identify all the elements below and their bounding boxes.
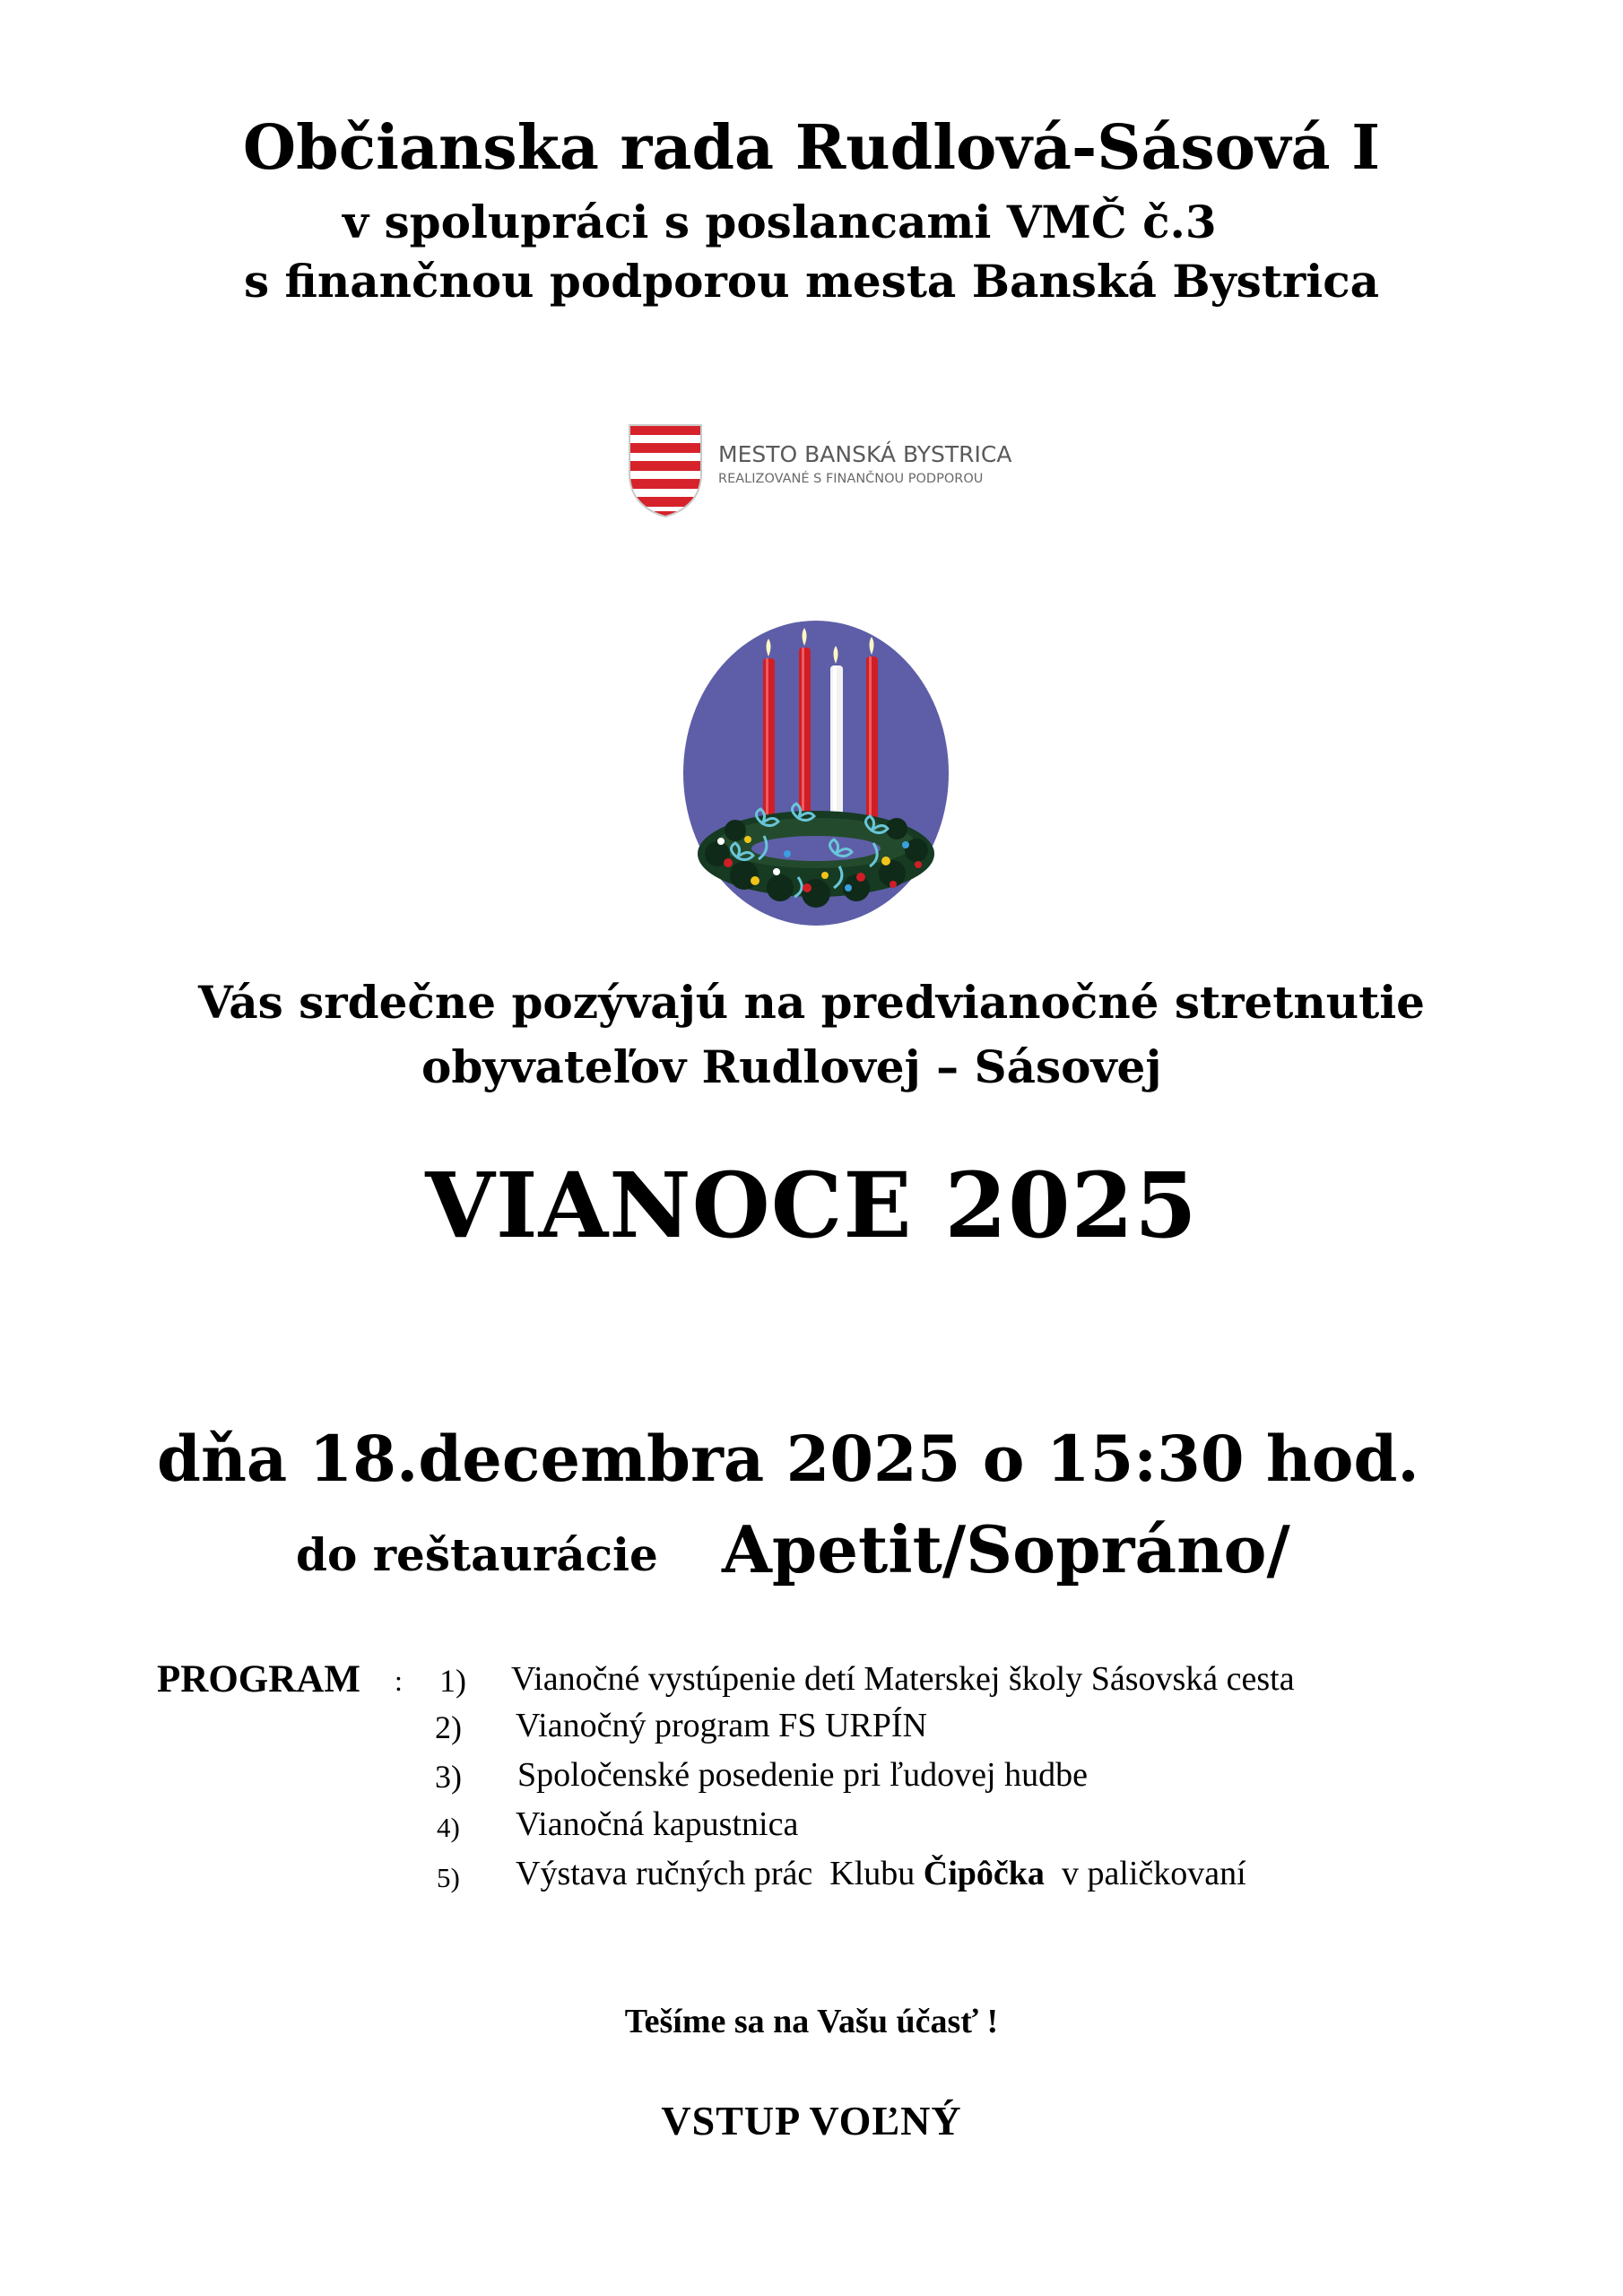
city-logo <box>625 422 1012 520</box>
cooperation-line: v spolupráci s poslancami VMČ č.3 <box>343 196 1217 248</box>
advent-wreath-image <box>681 619 950 933</box>
closing-message: Tešíme sa na Vašu účasť ! <box>624 2003 999 2040</box>
program-item-text <box>516 1854 1246 1893</box>
program-item-text-part: v paličkovaní <box>1044 1855 1246 1892</box>
invitation-line-1: Vás srdečne pozývajú na predvianočné stretnutie <box>198 976 1425 1029</box>
program-item-text: Vianočný program FS URPÍN <box>516 1707 927 1744</box>
red-candle <box>763 658 775 824</box>
entry-free-notice: VSTUP VOĽNÝ <box>661 2098 962 2144</box>
event-title: VIANOCE 2025 <box>425 1152 1198 1258</box>
program-label: PROGRAM <box>157 1658 360 1700</box>
program-item-number: 5) <box>437 1862 460 1893</box>
logo-city-name: MESTO BANSKÁ BYSTRICA <box>718 441 1012 467</box>
program-item-text: Spoločenské posedenie pri ľudovej hudbe <box>517 1756 1088 1794</box>
invitation-line-2: obyvateľov Rudlovej – Sásovej <box>421 1040 1162 1093</box>
event-date: dňa 18.decembra 2025 o 15:30 hod. <box>157 1422 1419 1496</box>
logo-subtitle: REALIZOVANÉ S FINANČNOU PODPOROU <box>718 472 984 486</box>
venue-prefix: do reštaurácie <box>296 1528 658 1581</box>
program-item-number: 3) <box>435 1759 462 1795</box>
program-item-text-part: Výstava ručných prác Klubu <box>516 1855 924 1892</box>
venue-name: Apetit/Sopráno/ <box>722 1511 1290 1587</box>
coat-of-arms-icon <box>625 422 706 520</box>
program-item-text: Vianočná kapustnica <box>516 1805 799 1843</box>
program-item-number: 2) <box>435 1709 462 1745</box>
support-line: s finančnou podporou mesta Banská Bystrica <box>244 255 1380 308</box>
program-item-number: 4) <box>437 1812 460 1843</box>
program-colon: : <box>395 1665 403 1697</box>
club-name: Čipôčka <box>923 1855 1045 1892</box>
red-candle <box>866 657 878 827</box>
program-item-text: Vianočné vystúpenie detí Materskej školy Sásovská cesta <box>511 1660 1295 1698</box>
red-candle <box>799 648 811 818</box>
program-item-number: 1) <box>439 1663 466 1699</box>
organization-title: Občianska rada Rudlová-Sásová I <box>242 112 1381 184</box>
